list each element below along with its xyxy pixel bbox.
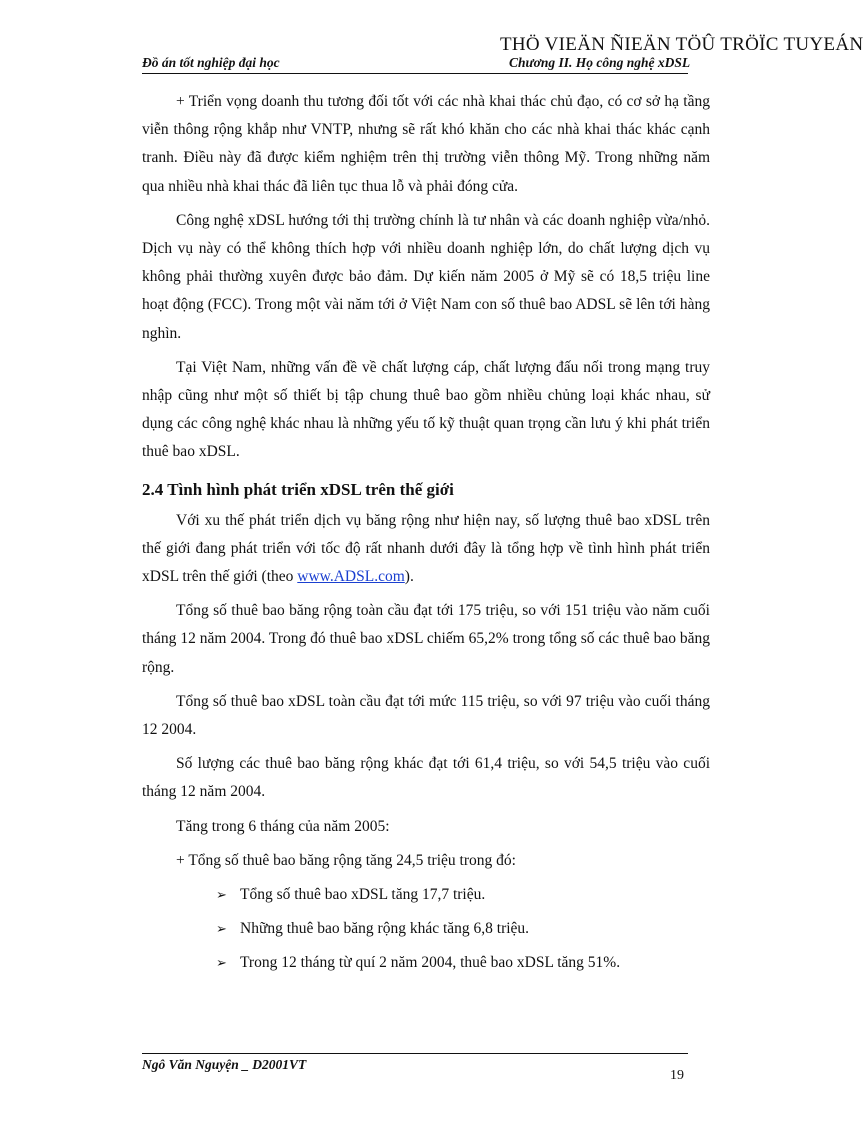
header-divider [142, 73, 688, 74]
library-watermark: THÖ VIEÄN ÑIEÄN TÖÛ TRÖÏC TUYEÁN [500, 34, 863, 55]
paragraph-xdsl-total: Tổng số thuê bao xDSL toàn cầu đạt tới mức 115 triệu, so với 97 triệu vào cuối tháng 12 2004. [142, 692, 710, 739]
author-footer: Ngô Văn Nguyện _ D2001VT [142, 1057, 307, 1072]
arrow-bullet-icon: ➢ [216, 921, 227, 937]
bullet-text: Những thuê bao băng rộng khác tăng 6,8 triệu. [240, 920, 530, 938]
arrow-bullet-icon: ➢ [216, 955, 227, 971]
list-item [216, 881, 710, 909]
paragraph-broadband-total: Tổng số thuê bao băng rộng toàn cầu đạt tới 175 triệu, so với 151 triệu vào năm cuối tháng 12 năm 2004. Trong đó thuê bao xDSL chiếm 65,2% trong tổng số các thuê bao băng rộng. [142, 602, 710, 676]
bullet-text: Tổng số thuê bao xDSL tăng 17,7 triệu. [240, 886, 486, 904]
list-item [216, 915, 710, 943]
paragraph-growth-total: + Tổng số thuê bao băng rộng tăng 24,5 triệu trong đó: [176, 851, 516, 869]
document-type-header: Đồ án tốt nghiệp đại học [142, 55, 280, 70]
world-trend-text: Với xu thế phát triển dịch vụ băng rộng như hiện nay, số lượng thuê bao xDSL trên thế giới đang phát triển với tốc độ rất nhanh dưới đây là tổng hợp về tình hình phát triển xDSL trên thế giới (theo [142, 511, 710, 586]
arrow-bullet-icon: ➢ [216, 887, 227, 903]
list-item [216, 949, 710, 977]
paragraph-target-market: Công nghệ xDSL hướng tới thị trường chính là tư nhân và các doanh nghiệp vừa/nhỏ. Dịch vụ này có thể không thích hợp với nhiều doanh nghiệp lớn, do chất lượng dịch vụ không phải thường xuyên được bảo đảm. Dự kiến năm 2005 ở Mỹ sẽ có 18,5 triệu line hoạt động (FCC). Trong một vài năm tới ở Việt Nam con số thuê bao ADSL sẽ lên tới hàng nghìn. [142, 211, 710, 342]
growth-bullet-list [142, 881, 710, 978]
chapter-header: Chương II. Họ công nghệ xDSL [509, 55, 691, 70]
section-heading: 2.4 Tình hình phát triển xDSL trên thế giới [142, 479, 454, 499]
page-number: 19 [670, 1068, 684, 1083]
world-trend-tail: ). [404, 568, 414, 586]
paragraph-vietnam-issues: Tại Việt Nam, những vấn đề về chất lượng cáp, chất lượng đấu nối trong mạng truy nhập cũng như một số thiết bị tập chung thuê bao gồm nhiều chủng loại khác nhau, sử dụng các công nghệ khác nhau là những yếu tố kỹ thuật quan trọng cần lưu ý khi phát triển thuê bao xDSL. [142, 358, 710, 461]
paragraph-growth-intro: Tăng trong 6 tháng của năm 2005: [176, 817, 390, 835]
adsl-link[interactable]: www.ADSL.com [297, 568, 405, 586]
paragraph-other-broadband: Số lượng các thuê bao băng rộng khác đạt tới 61,4 triệu, so với 54,5 triệu vào cuối tháng 12 năm 2004. [142, 755, 710, 801]
paragraph-revenue-outlook: + Triển vọng doanh thu tương đối tốt với các nhà khai thác chủ đạo, có cơ sở hạ tầng viễn thông rộng khắp như VNTP, nhưng sẽ rất khó khăn cho các nhà khai thác khác cạnh tranh. Điều này đã được kiểm nghiệm trên thị trường viễn thông Mỹ. Trong những năm qua nhiều nhà khai thác đã liên tục thua lỗ và phải đóng cửa. [142, 93, 710, 195]
page-body [142, 88, 710, 984]
paragraph-world-trend [142, 507, 710, 592]
footer-divider [142, 1053, 688, 1054]
bullet-text: Trong 12 tháng từ quí 2 năm 2004, thuê bao xDSL tăng 51%. [240, 954, 621, 972]
